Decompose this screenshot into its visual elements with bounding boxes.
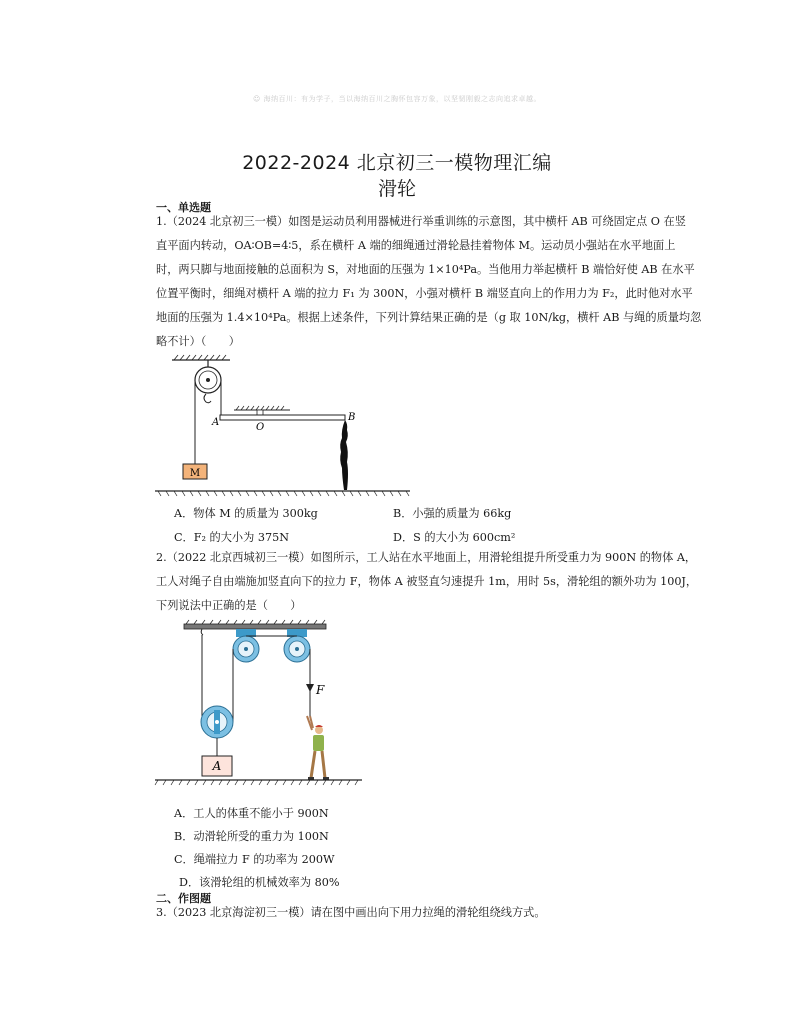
q1-line-3: 时，两只脚与地面接触的总面积为 S，对地面的压强为 1×10⁴Pa。当他用力举起横杆 B 端恰好使 AB 在水平 [156, 263, 695, 276]
label-m: M [189, 468, 201, 479]
q1-option-b[interactable]: B．小强的质量为 66kg [393, 507, 512, 520]
q1-option-a[interactable]: A．物体 M 的质量为 300kg [174, 507, 318, 520]
q2-line-2: 工人对绳子自由端施加竖直向下的拉力 F，物体 A 被竖直匀速提升 1m，用时 5s，滑轮组的额外功为 100J， [156, 575, 698, 588]
q1-line-2: 直平面内转动，OA∶OB=4∶5，系在横杆 A 端的细绳通过滑轮悬挂着物体 M。运动员小强站在水平地面上 [156, 239, 676, 252]
q1-figure-lever-pulley [150, 350, 415, 498]
label-a: A [212, 417, 220, 428]
q1-option-d[interactable]: D．S 的大小为 600cm² [393, 531, 516, 544]
doc-subtitle: 滑轮 [377, 178, 416, 200]
q2-option-d[interactable]: D．该滑轮组的机械效率为 80% [179, 876, 340, 889]
question-2 [156, 546, 716, 618]
q1-option-c[interactable]: C．F₂ 的大小为 375N [174, 531, 289, 544]
q1-line-4: 位置平衡时，细绳对横杆 A 端的拉力 F₁ 为 300N，小强对横杆 B 端竖直向上的作用力为 F₂，此时他对水平 [156, 287, 693, 300]
section-single-choice: 一、单选题 [156, 201, 211, 214]
q2-option-b[interactable]: B．动滑轮所受的重力为 100N [174, 830, 329, 843]
label-object-a: A [212, 759, 222, 773]
worker-figure [307, 716, 329, 780]
q1-line-1: 1.（2024 北京初三一模）如图是运动员利用器械进行举重训练的示意图，其中横杆 AB 可绕固定点 O 在竖 [156, 215, 686, 228]
q2-line-3: 下列说法中正确的是（ ） [156, 599, 302, 612]
label-o: O [256, 422, 265, 433]
question-3 [156, 901, 716, 925]
section-drawing: 二、作图题 [156, 892, 211, 905]
q2-option-a[interactable]: A．工人的体重不能小于 900N [174, 807, 329, 820]
q3-line-1: 3.（2023 北京海淀初三一模）请在图中画出向下用力拉绳的滑轮组绕线方式。 [156, 906, 546, 919]
label-f: F [316, 683, 325, 697]
athlete-silhouette [340, 420, 348, 490]
q1-line-6: 略不计）（ ） [156, 335, 240, 348]
lever-ab [220, 415, 345, 420]
q1-line-5: 地面的压强为 1.4×10⁴Pa。根据上述条件，下列计算结果正确的是（g 取 10N/kg，横杆 AB 与绳的质量均忽 [156, 311, 702, 324]
q2-figure-pulley-system [150, 618, 370, 796]
q2-line-1: 2.（2022 北京西城初三一模）如图所示，工人站在水平地面上，用滑轮组提升所受重力为 900N 的物体 A， [156, 551, 697, 564]
doc-title: 2022-2024 北京初三一模物理汇编 [242, 152, 552, 174]
watermark: ☺ 海纳百川：有为学子，当以海纳百川之胸怀包容万象，以坚韧刚毅之志向追求卓越。 [252, 95, 542, 103]
q2-option-c[interactable]: C．绳端拉力 F 的功率为 200W [174, 853, 335, 866]
label-b: B [348, 412, 356, 423]
question-1 [156, 210, 716, 354]
